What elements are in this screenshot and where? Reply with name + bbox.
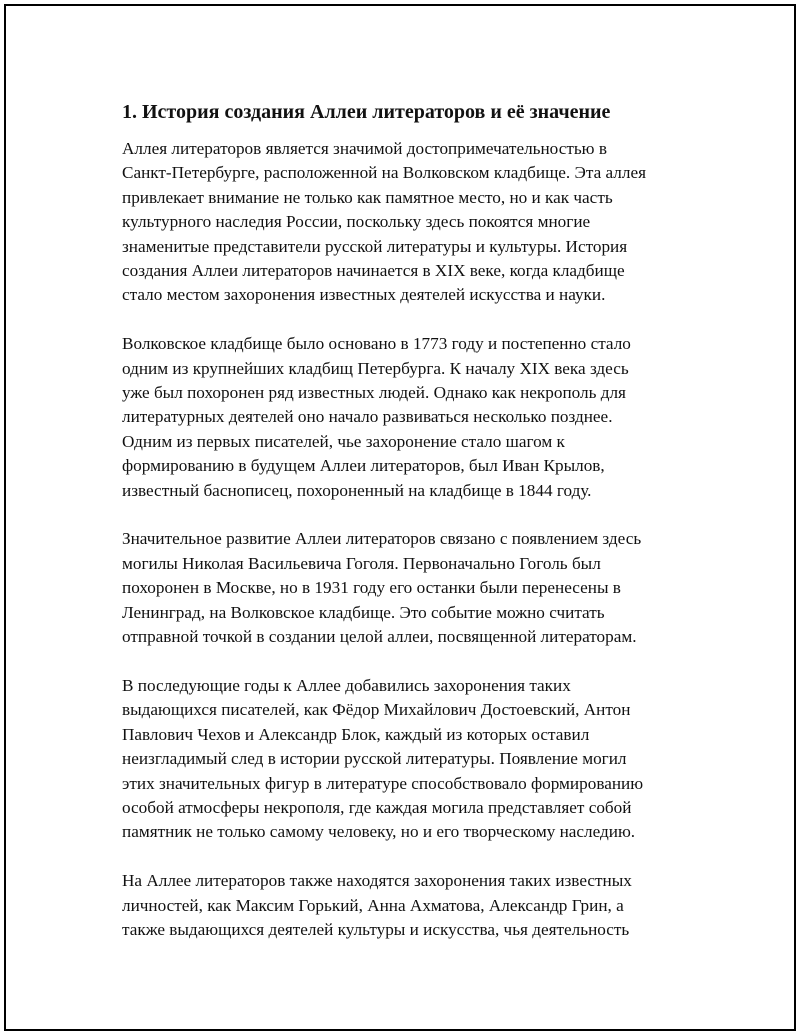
paragraph-line: также выдающихся деятелей культуры и искусства, чья деятельность xyxy=(122,919,630,939)
paragraph-line: создания Аллеи литераторов начинается в XIX веке, когда кладбище xyxy=(122,261,625,281)
paragraph-container xyxy=(122,137,702,942)
page-frame xyxy=(4,4,796,1031)
paragraph-line: Одним из первых писателей, чье захоронение стало шагом к xyxy=(122,431,565,451)
paragraph-line: уже был похоронен ряд известных людей. Однако как некрополь для xyxy=(122,383,626,403)
section-heading: 1. История создания Аллеи литераторов и её значение xyxy=(122,101,611,123)
paragraph-line: Значительное развитие Аллеи литераторов связано с появлением здесь xyxy=(122,529,642,549)
paragraph-line: литературных деятелей оно начало развиваться несколько позднее. xyxy=(122,407,613,427)
paragraph xyxy=(122,869,702,942)
paragraph-line: памятник не только самому человеку, но и его творческому наследию. xyxy=(122,822,636,842)
paragraph-line: В последующие годы к Аллее добавились захоронения таких xyxy=(122,675,571,695)
paragraph-line: Павлович Чехов и Александр Блок, каждый из которых оставил xyxy=(122,724,590,744)
paragraph-line: знаменитые представители русской литературы и культуры. История xyxy=(122,236,628,256)
paragraph-line: личностей, как Максим Горький, Анна Ахматова, Александр Грин, а xyxy=(122,895,624,915)
paragraph-line: выдающихся писателей, как Фёдор Михайлович Достоевский, Антон xyxy=(122,700,631,720)
paragraph-line: особой атмосферы некрополя, где каждая могила представляет собой xyxy=(122,797,632,817)
paragraph-line: Ленинград, на Волковское кладбище. Это событие можно считать xyxy=(122,602,605,622)
paragraph-line: Аллея литераторов является значимой достопримечательностью в xyxy=(122,139,607,158)
paragraph-line: Волковское кладбище было основано в 1773 году и постепенно стало xyxy=(122,334,631,354)
paragraph-line: культурного наследия России, поскольку здесь покоятся многие xyxy=(122,212,591,232)
paragraph-line: стало местом захоронения известных деятелей искусства и науки. xyxy=(122,285,606,305)
paragraph-line: могилы Николая Васильевича Гоголя. Первоначально Гоголь был xyxy=(122,553,601,573)
paragraph-line: известный баснописец, похороненный на кладбище в 1844 году. xyxy=(122,480,592,500)
paragraph xyxy=(122,332,702,503)
document-body xyxy=(122,98,702,967)
paragraph-line: неизгладимый след в истории русской литературы. Появление могил xyxy=(122,749,627,769)
paragraph xyxy=(122,674,702,845)
paragraph-line: На Аллее литераторов также находятся захоронения таких известных xyxy=(122,871,632,891)
paragraph-line: привлекает внимание не только как памятное место, но и как часть xyxy=(122,187,613,207)
paragraph-line: похоронен в Москве, но в 1931 году его останки были перенесены в xyxy=(122,578,621,598)
paragraph xyxy=(122,527,702,649)
paragraph-line: Санкт-Петербурге, расположенной на Волковском кладбище. Эта аллея xyxy=(122,163,646,183)
paragraph-line: формированию в будущем Аллеи литераторов, был Иван Крылов, xyxy=(122,456,605,476)
paragraph xyxy=(122,137,702,308)
paragraph-line: этих значительных фигур в литературе способствовало формированию xyxy=(122,773,644,793)
paragraph-line: отправной точкой в создании целой аллеи, посвященной литераторам. xyxy=(122,627,637,647)
paragraph-line: одним из крупнейших кладбищ Петербурга. К началу XIX века здесь xyxy=(122,358,629,378)
